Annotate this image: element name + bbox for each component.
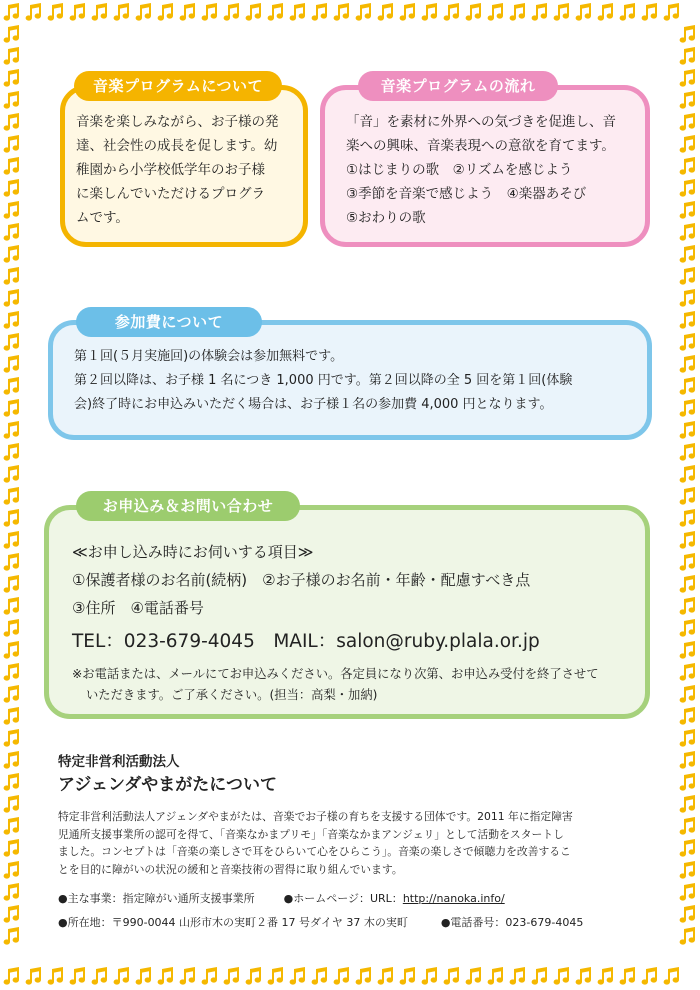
org-title: アジェンダやまがたについて: [58, 775, 277, 795]
music-note-icon: [680, 685, 695, 703]
music-note-icon: [680, 179, 695, 197]
music-note-icon: [680, 113, 695, 131]
music-note-icon: [4, 157, 19, 175]
music-note-icon: [680, 575, 695, 593]
music-note-icon: [312, 967, 327, 985]
org-phone: ●電話番号：023-679-4045: [440, 916, 584, 929]
org-line: 児通所支援事業所の認可を得て、「音楽なかまプリモ」「音楽なかまアンジェリ」として活動をスタートし: [58, 827, 564, 841]
music-note-icon: [4, 113, 19, 131]
fee-line: 第２回以降は、お子様 1 名につき 1,000 円です。第２回以降の全 5 回を第１回(体験: [74, 373, 573, 388]
music-note-icon: [664, 967, 679, 985]
music-note-icon: [598, 3, 613, 21]
music-note-icon: [444, 967, 459, 985]
music-note-icon: [680, 245, 695, 263]
music-note-icon: [4, 773, 19, 791]
music-note-icon: [4, 575, 19, 593]
music-note-icon: [268, 967, 283, 985]
music-note-icon: [114, 967, 129, 985]
music-note-icon: [4, 377, 19, 395]
music-note-icon: [4, 905, 19, 923]
music-note-icon: [4, 685, 19, 703]
music-note-icon: [642, 3, 657, 21]
music-note-icon: [224, 3, 239, 21]
music-note-icon: [4, 91, 19, 109]
music-note-icon: [4, 355, 19, 373]
music-note-icon: [576, 3, 591, 21]
music-note-icon: [680, 91, 695, 109]
music-note-icon: [488, 967, 503, 985]
music-note-icon: [466, 967, 481, 985]
music-note-icon: [680, 69, 695, 87]
music-note-icon: [4, 531, 19, 549]
music-note-icon: [4, 25, 19, 43]
music-note-icon: [680, 751, 695, 769]
music-note-icon: [4, 399, 19, 417]
music-note-icon: [680, 663, 695, 681]
music-note-icon: [4, 69, 19, 87]
music-note-icon: [680, 553, 695, 571]
music-note-icon: [554, 3, 569, 21]
music-note-icon: [48, 967, 63, 985]
music-note-icon: [680, 861, 695, 879]
music-note-icon: [680, 641, 695, 659]
music-note-icon: [680, 839, 695, 857]
music-note-icon: [422, 3, 437, 21]
fee-line: 第１回(５月実施回)の体験会は参加無料です。: [74, 349, 344, 364]
contact-line: TEL：023-679-4045 MAIL：salon@ruby.plala.or.jp: [72, 631, 540, 652]
music-note-icon: [312, 3, 327, 21]
program-line: 音楽を楽しみながら、お子様の発: [76, 114, 279, 130]
music-note-icon: [4, 619, 19, 637]
music-note-icon: [158, 967, 173, 985]
music-note-icon: [356, 967, 371, 985]
music-note-icon: [4, 729, 19, 747]
apply-text: [72, 538, 642, 706]
music-note-icon: [136, 967, 151, 985]
music-note-icon: [680, 157, 695, 175]
apply-note-line: いただきます。ご了承ください。(担当：高梨・加納): [86, 688, 378, 702]
music-note-icon: [136, 3, 151, 21]
org-line: 特定非営利活動法人アジェンダやまがたは、音楽でお子様の育ちを支援する団体です。2011 年に指定障害: [58, 810, 573, 823]
music-note-icon: [680, 729, 695, 747]
music-note-icon: [510, 3, 525, 21]
music-note-icon: [4, 487, 19, 505]
music-note-icon: [290, 3, 305, 21]
music-note-icon: [4, 927, 19, 945]
music-note-icon: [400, 3, 415, 21]
music-note-icon: [576, 967, 591, 985]
music-note-icon: [680, 289, 695, 307]
music-note-icon: [4, 201, 19, 219]
music-note-icon: [680, 377, 695, 395]
music-note-icon: [4, 795, 19, 813]
music-note-icon: [4, 883, 19, 901]
music-note-icon: [334, 967, 349, 985]
music-note-icon: [488, 3, 503, 21]
music-note-icon: [378, 3, 393, 21]
org-address: ●所在地：〒990-0044 山形市木の実町２番 17 号ダイヤ 37 木の実町: [58, 916, 408, 929]
fee-line: 会)終了時にお申込みいただく場合は、お子様１名の参加費 4,000 円となります。: [74, 397, 553, 412]
apply-line: ①保護者様のお名前(続柄) ②お子様のお名前・年齢・配慮すべき点: [72, 571, 531, 589]
flow-line: 「音」を素材に外界への気づきを促進し、音: [346, 114, 616, 130]
music-note-icon: [680, 707, 695, 725]
flow-line: ①はじまりの歌 ②リズムを感じよう: [346, 162, 573, 178]
music-note-icon: [422, 967, 437, 985]
music-note-icon: [4, 267, 19, 285]
music-note-icon: [246, 967, 261, 985]
music-note-icon: [290, 967, 305, 985]
music-note-icon: [4, 597, 19, 615]
music-note-icon: [554, 967, 569, 985]
music-note-icon: [680, 619, 695, 637]
music-note-icon: [680, 223, 695, 241]
program-line: 稚園から小学校低学年のお子様: [76, 162, 265, 178]
music-note-icon: [664, 3, 679, 21]
music-note-icon: [4, 641, 19, 659]
music-note-icon: [680, 509, 695, 527]
org-subtitle: 特定非営利活動法人: [58, 754, 180, 770]
org-description: [58, 808, 648, 878]
flow-line: ⑤おわりの歌: [346, 210, 426, 226]
music-note-icon: [4, 509, 19, 527]
music-note-icon: [158, 3, 173, 21]
org-line: とを目的に障がいの状況の緩和と音楽技術の習得に取り組んでいます。: [58, 862, 403, 876]
music-note-icon: [680, 399, 695, 417]
apply-line: ③住所 ④電話番号: [72, 599, 204, 617]
music-note-icon: [4, 3, 19, 21]
music-note-icon: [4, 751, 19, 769]
music-note-icon: [4, 47, 19, 65]
music-note-icon: [680, 47, 695, 65]
org-section: [58, 752, 648, 932]
music-note-icon: [180, 3, 195, 21]
flow-title: 音楽プログラムの流れ: [358, 71, 558, 101]
music-note-icon: [680, 773, 695, 791]
music-note-icon: [680, 311, 695, 329]
music-note-icon: [268, 3, 283, 21]
flow-line: ③季節を音楽で感じよう ④楽器あそび: [346, 186, 587, 202]
music-note-icon: [114, 3, 129, 21]
music-note-icon: [92, 3, 107, 21]
music-note-icon: [70, 967, 85, 985]
music-note-icon: [680, 927, 695, 945]
music-note-icon: [4, 179, 19, 197]
music-note-icon: [680, 817, 695, 835]
apply-title: お申込み＆お問い合わせ: [76, 491, 300, 521]
program-line: 達、社会性の成長を促します。幼: [76, 138, 278, 154]
music-note-icon: [680, 421, 695, 439]
apply-note-line: ※お電話または、メールにてお申込みください。各定員になり次第、お申込み受付を終了させて: [72, 667, 599, 681]
music-note-icon: [4, 967, 19, 985]
music-note-icon: [4, 333, 19, 351]
music-note-icon: [4, 421, 19, 439]
music-note-icon: [180, 967, 195, 985]
music-note-icon: [92, 967, 107, 985]
music-note-icon: [4, 311, 19, 329]
org-homepage-link[interactable]: http://nanoka.info/: [402, 892, 505, 905]
music-note-icon: [202, 3, 217, 21]
fee-text: [74, 345, 644, 417]
music-note-icon: [680, 883, 695, 901]
music-note-icon: [620, 967, 635, 985]
program-line: ムです。: [76, 210, 129, 226]
music-note-icon: [680, 443, 695, 461]
music-note-icon: [356, 3, 371, 21]
music-note-icon: [680, 355, 695, 373]
music-note-icon: [598, 967, 613, 985]
music-note-icon: [532, 967, 547, 985]
music-note-icon: [224, 967, 239, 985]
music-note-icon: [4, 707, 19, 725]
music-note-icon: [4, 443, 19, 461]
flow-text: [346, 110, 646, 230]
music-note-icon: [680, 333, 695, 351]
apply-line: ≪お申し込み時にお伺いする項目≫: [72, 543, 314, 561]
music-note-icon: [4, 817, 19, 835]
org-line: ました。コンセプトは「音楽の楽しさで耳をひらいて心をひらこう」。音楽の楽しさで傾聴力を改善するこ: [58, 845, 571, 858]
org-homepage-label: ●ホームページ：URL：: [283, 892, 403, 905]
music-note-icon: [642, 967, 657, 985]
music-note-icon: [334, 3, 349, 21]
music-note-icon: [680, 487, 695, 505]
music-note-icon: [680, 795, 695, 813]
program-title: 音楽プログラムについて: [74, 71, 282, 101]
music-note-icon: [4, 839, 19, 857]
music-note-icon: [510, 967, 525, 985]
music-note-icon: [680, 201, 695, 219]
music-note-icon: [4, 245, 19, 263]
program-text: [76, 110, 301, 230]
music-note-icon: [680, 267, 695, 285]
music-note-icon: [4, 465, 19, 483]
music-note-icon: [680, 905, 695, 923]
music-note-icon: [4, 663, 19, 681]
music-note-icon: [680, 135, 695, 153]
org-info-row-2: [58, 914, 648, 932]
music-note-icon: [4, 289, 19, 307]
music-note-icon: [4, 861, 19, 879]
music-note-icon: [26, 967, 41, 985]
music-note-icon: [4, 553, 19, 571]
music-note-icon: [4, 135, 19, 153]
program-line: に楽しんでいただけるプログラ: [76, 186, 265, 202]
music-note-icon: [378, 967, 393, 985]
music-note-icon: [70, 3, 85, 21]
music-note-icon: [532, 3, 547, 21]
org-info-row-1: [58, 890, 648, 908]
music-note-icon: [4, 223, 19, 241]
music-note-icon: [246, 3, 261, 21]
org-business: ●主な事業：指定障がい通所支援事業所: [58, 892, 255, 905]
music-note-icon: [400, 967, 415, 985]
fee-title: 参加費について: [76, 307, 262, 337]
music-note-icon: [620, 3, 635, 21]
flow-line: 楽への興味、音楽表現への意欲を育てます。: [346, 138, 615, 154]
music-note-icon: [26, 3, 41, 21]
music-note-icon: [444, 3, 459, 21]
music-note-icon: [680, 597, 695, 615]
music-note-icon: [680, 465, 695, 483]
music-note-icon: [680, 531, 695, 549]
music-note-icon: [680, 25, 695, 43]
music-note-icon: [202, 967, 217, 985]
music-note-icon: [48, 3, 63, 21]
music-note-icon: [466, 3, 481, 21]
